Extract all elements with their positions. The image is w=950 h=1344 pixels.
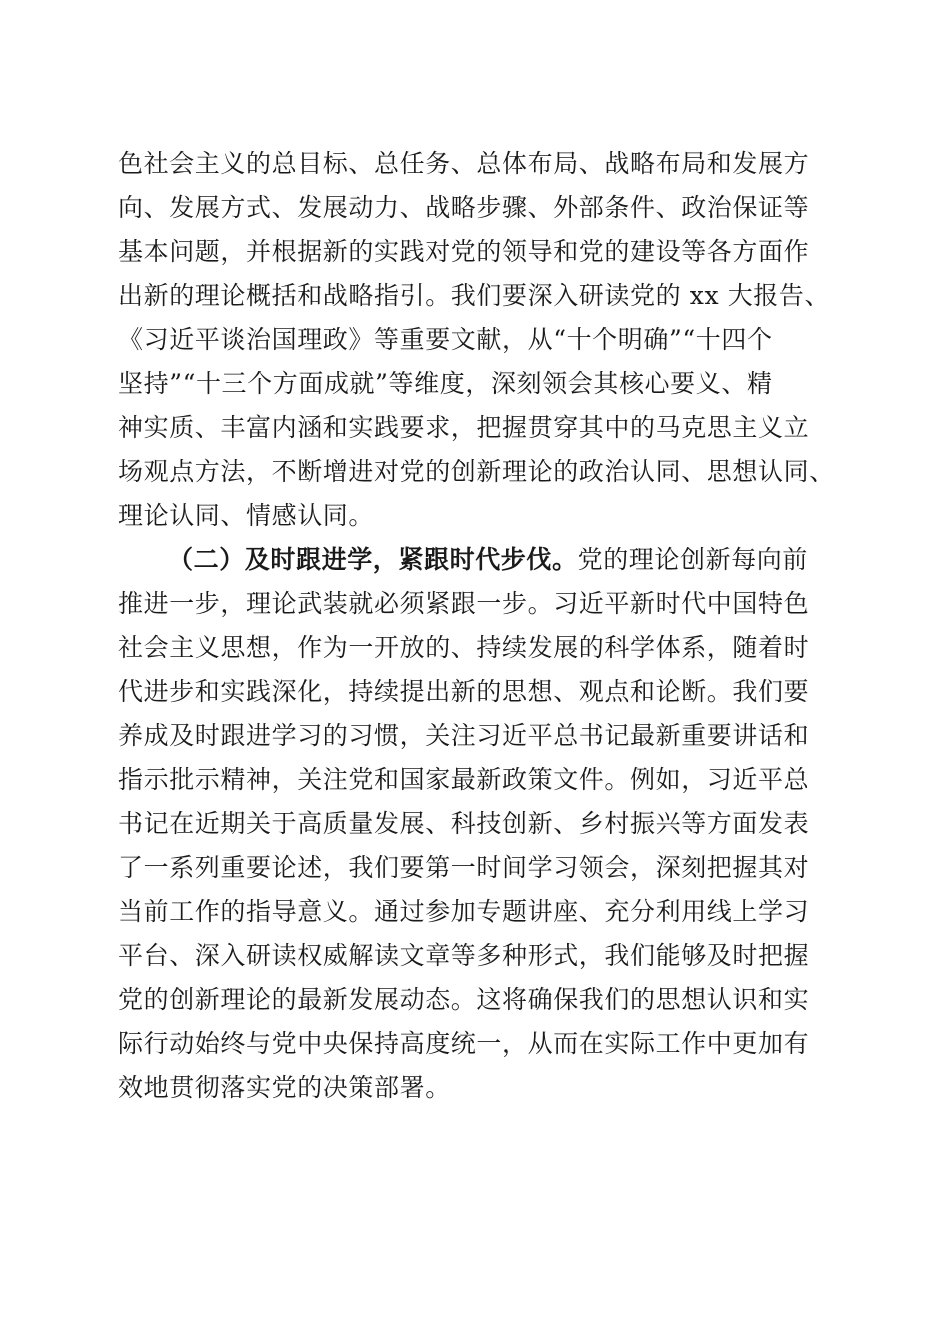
section-first-line — [168, 542, 808, 578]
text-line: 指示批示精神，关注党和国家最新政策文件。例如，习近平总 — [118, 765, 810, 794]
text-line: 平台、深入研读权威解读文章等多种形式，我们能够及时把握 — [118, 941, 810, 970]
text-line: 当前工作的指导意义。通过参加专题讲座、充分利用线上学习 — [118, 897, 810, 926]
text-line: 推进一步，理论武装就必须紧跟一步。习近平新时代中国特色 — [118, 589, 810, 618]
text-line: 场观点方法，不断增进对党的创新理论的政治认同、思想认同、 — [118, 457, 835, 486]
text-line: 《习近平谈治国理政》等重要文献，从“十个明确”“十四个 — [118, 325, 773, 354]
text-line: 党的创新理论的最新发展动态。这将确保我们的思想认识和实 — [118, 985, 810, 1014]
text-line: 书记在近期关于高质量发展、科技创新、乡村振兴等方面发表 — [118, 809, 810, 838]
text-line: 了一系列重要论述，我们要第一时间学习领会，深刻把握其对 — [118, 853, 810, 882]
text-line: 向、发展方式、发展动力、战略步骤、外部条件、政治保证等 — [118, 193, 810, 222]
section-text: 党的理论创新每向前 — [577, 545, 809, 574]
text-line: 养成及时跟进学习的习惯，关注习近平总书记最新重要讲话和 — [118, 721, 810, 750]
text-line: 效地贯彻落实党的决策部署。 — [118, 1073, 451, 1102]
text-line: 代进步和实践深化，持续提出新的思想、观点和论断。我们要 — [118, 677, 810, 706]
section-heading: （二）及时跟进学，紧跟时代步伐。 — [168, 545, 578, 574]
text-line: 际行动始终与党中央保持高度统一，从而在实际工作中更加有 — [118, 1029, 810, 1058]
text-line: 坚持”“十三个方面成就”等维度，深刻领会其核心要义、精 — [118, 369, 773, 398]
text-line: 出新的理论概括和战略指引。我们要深入研读党的 xx 大报告、 — [118, 281, 831, 310]
text-line: 色社会主义的总目标、总任务、总体布局、战略布局和发展方 — [118, 149, 810, 178]
text-line: 神实质、丰富内涵和实践要求，把握贯穿其中的马克思主义立 — [118, 413, 810, 442]
text-line: 社会主义思想，作为一开放的、持续发展的科学体系，随着时 — [118, 633, 810, 662]
text-line: 理论认同、情感认同。 — [118, 501, 375, 530]
text-line: 基本问题，并根据新的实践对党的领导和党的建设等各方面作 — [118, 237, 810, 266]
